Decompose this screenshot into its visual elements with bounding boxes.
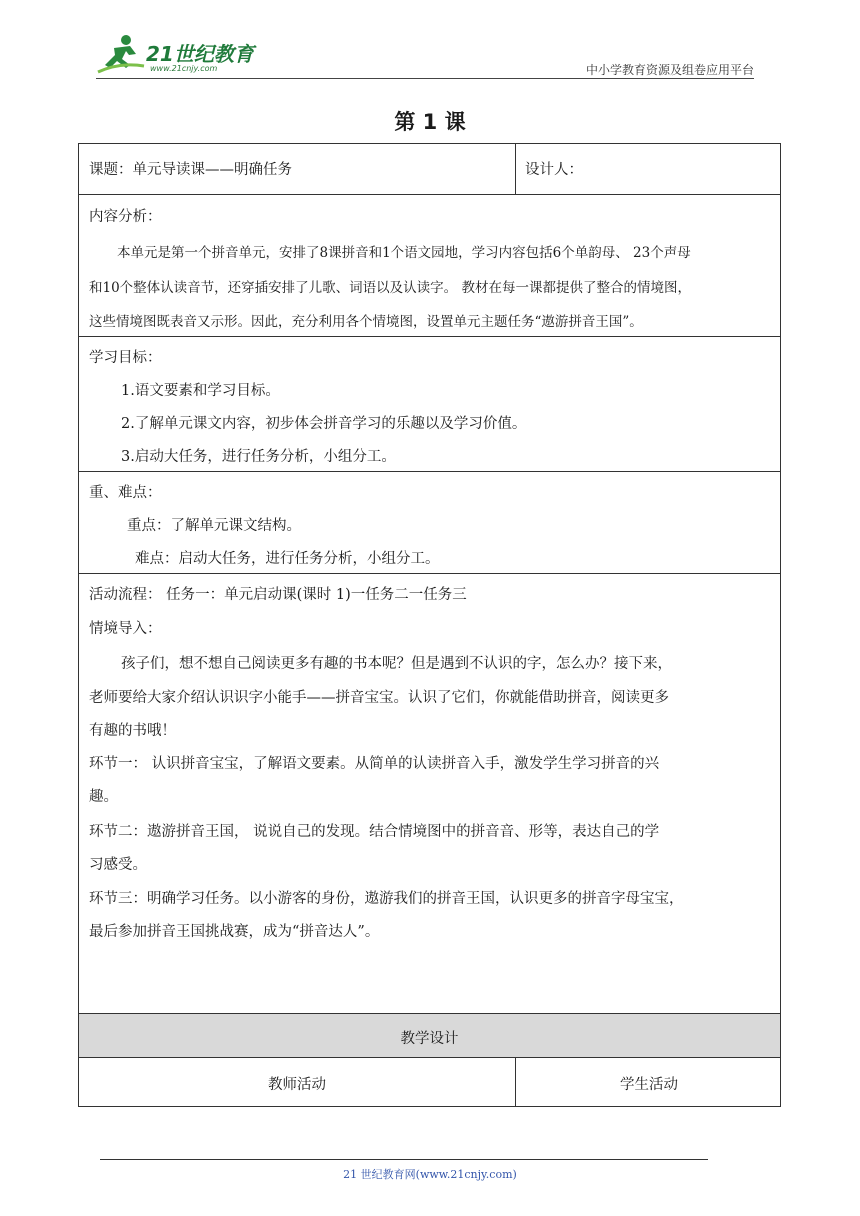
intro-heading: 情境导入： [89,621,162,637]
step-one-line: 趣。 [89,789,118,805]
step-one-line: 环节一： 认识拼音宝宝，了解语文要素。从简单的认读拼音入手，激发学生学习拼音的兴 [89,756,660,772]
process-row [79,574,780,1014]
step-three-line: 最后参加拼音王国挑战赛，成为“拼音达人”。 [89,924,380,940]
step-two-line: 习感受。 [89,857,147,873]
step-two-line: 环节二：遨游拼音王国， 说说自己的发现。结合情境图中的拼音音、形等，表达自己的学 [89,824,660,840]
intro-line: 有趣的书哦！ [89,723,176,739]
student-activity-header: 学生活动 [620,1077,678,1093]
goals-heading: 学习目标： [89,350,162,366]
keypoints-row [79,472,780,574]
difficult-point: 难点：启动大任务，进行任务分析，小组分工。 [135,551,440,567]
logo [96,32,266,76]
key-point: 重点：了解单元课文结构。 [127,518,301,534]
platform-name: 中小学教育资源及组卷应用平台 [585,63,754,77]
process-heading: 活动流程： 任务一：单元启动课(课时 1)一任务二一任务三 [89,587,467,603]
analysis-line: 和10个整体认读音节，还穿插安排了儿歌、词语以及认读字。 教材在每一课都提供了整合的情境图， [89,280,691,296]
footer-divider [100,1159,708,1160]
lesson-table [78,143,781,1107]
analysis-line: 本单元是第一个拼音单元，安排了8课拼音和1个语文园地，学习内容包括6个单韵母、 23个声母 [117,245,691,261]
goal-item: 2.了解单元课文内容，初步体会拼音学习的乐趣以及学习价值。 [121,416,527,432]
analysis-row [79,195,780,337]
analysis-line: 这些情境图既表音又示形。因此，充分利用各个情境图，设置单元主题任务“遨游拼音王国”。 [89,314,643,330]
intro-line: 孩子们，想不想自己阅读更多有趣的书本呢？但是遇到不认识的字，怎么办？接下来， [121,656,672,672]
goal-item: 1.语文要素和学习目标。 [121,383,280,399]
footer-text: 21 世纪教育网(www.21cnjy.com) [343,1168,517,1181]
analysis-heading: 内容分析： [89,209,162,225]
goal-item: 3.启动大任务，进行任务分析，小组分工。 [121,449,396,465]
runner-logo-icon [96,32,148,76]
design-heading-row [79,1014,780,1058]
page-title: 第 1 课 [394,110,466,134]
activities-row [79,1058,780,1106]
logo-text: 21世纪教育 [146,42,254,66]
topic-label: 课题：单元导读课——明确任务 [89,162,292,178]
header-divider [96,78,754,79]
teacher-activity-header: 教师活动 [268,1077,326,1093]
intro-line: 老师要给大家介绍认识识字小能手——拼音宝宝。认识了它们，你就能借助拼音，阅读更多 [89,690,669,706]
logo-url: www.21cnjy.com [150,64,218,73]
goals-row [79,337,780,472]
topic-row [79,144,780,195]
column-divider [515,144,516,194]
design-heading: 教学设计 [400,1031,459,1047]
designer-label: 设计人： [525,162,583,178]
keypoints-heading: 重、难点： [89,485,162,501]
step-three-line: 环节三：明确学习任务。以小游客的身份，遨游我们的拼音王国，认识更多的拼音字母宝宝， [89,891,684,907]
